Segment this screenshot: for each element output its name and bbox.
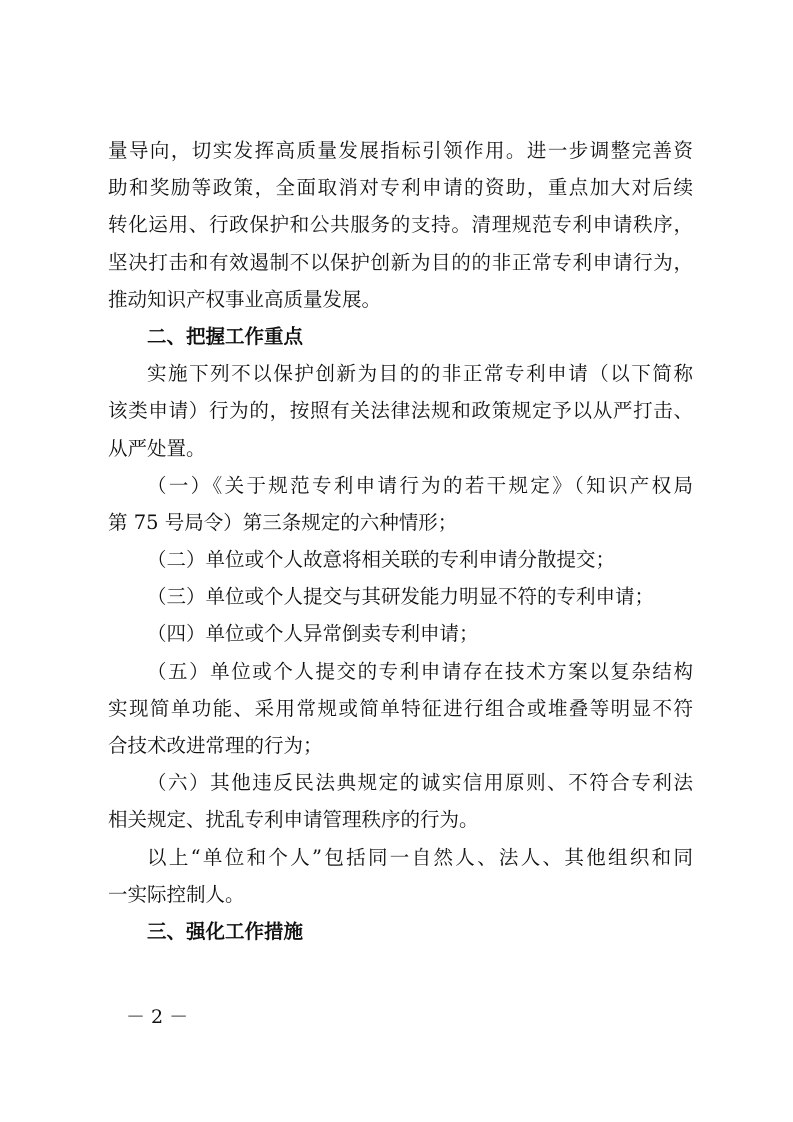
paragraph — [108, 132, 693, 318]
text-line: 从严处置。 — [108, 436, 206, 460]
text-line: 推动知识产权事业高质量发展。 — [108, 287, 382, 311]
section-heading: 二、把握工作重点 — [147, 324, 304, 348]
text-line: 一实际控制人。 — [108, 882, 245, 906]
text-line: 量导向，切实发挥高质量发展指标引领作用。进一步调整完善资 — [108, 139, 693, 162]
section-heading: 三、强化工作措施 — [147, 919, 304, 943]
text-line: （三）单位或个人提交与其研发能力明显不符的专利申请； — [147, 585, 655, 609]
text-line: 合技术改进常理的行为； — [108, 734, 323, 757]
text-line: 该类申请）行为的，按照有关法律法规和政策规定予以从严打击、 — [108, 399, 693, 423]
text-line: 相关规定、扰乱专利申请管理秩序的行为。 — [108, 808, 479, 832]
text-line: 实施下列不以保护创新为目的的非正常专利申请（以下简称 — [147, 362, 693, 386]
text-line: （五）单位或个人提交的专利申请存在技术方案以复杂结构 — [147, 659, 693, 683]
text-line: 助和奖励等政策，全面取消对专利申请的资助，重点加大对后续 — [108, 176, 693, 200]
text-line: 坚决打击和有效遏制不以保护创新为目的的非正常专利申请行为， — [108, 250, 693, 274]
list-item — [108, 615, 693, 652]
text-line: 转化运用、行政保护和公共服务的支持。清理规范专利申请秩序， — [108, 213, 693, 237]
list-item — [108, 467, 693, 541]
text-line: （一）《关于规范专利申请行为的若干规定》（知识产权局 — [147, 473, 693, 497]
paragraph — [108, 839, 693, 913]
text-line: 实现简单功能、采用常规或简单特征进行组合或堆叠等明显不符 — [108, 696, 693, 720]
list-item — [108, 653, 693, 765]
text-line: 以上“单位和个人”包括同一自然人、法人、其他组织和同 — [147, 845, 693, 869]
text-line: 第 75 号局令）第三条规定的六种情形； — [108, 510, 458, 534]
text-line: （六）其他违反民法典规定的诚实信用原则、不符合专利法 — [147, 771, 693, 795]
paragraph — [108, 355, 693, 467]
document-body — [108, 132, 693, 950]
text-line: （四）单位或个人异常倒卖专利申请； — [147, 622, 479, 646]
list-item — [108, 764, 693, 838]
text-line: （二）单位或个人故意将相关联的专利申请分散提交； — [147, 548, 616, 572]
list-item — [108, 541, 693, 578]
page-number: －2－ — [126, 1006, 195, 1028]
list-item — [108, 578, 693, 615]
